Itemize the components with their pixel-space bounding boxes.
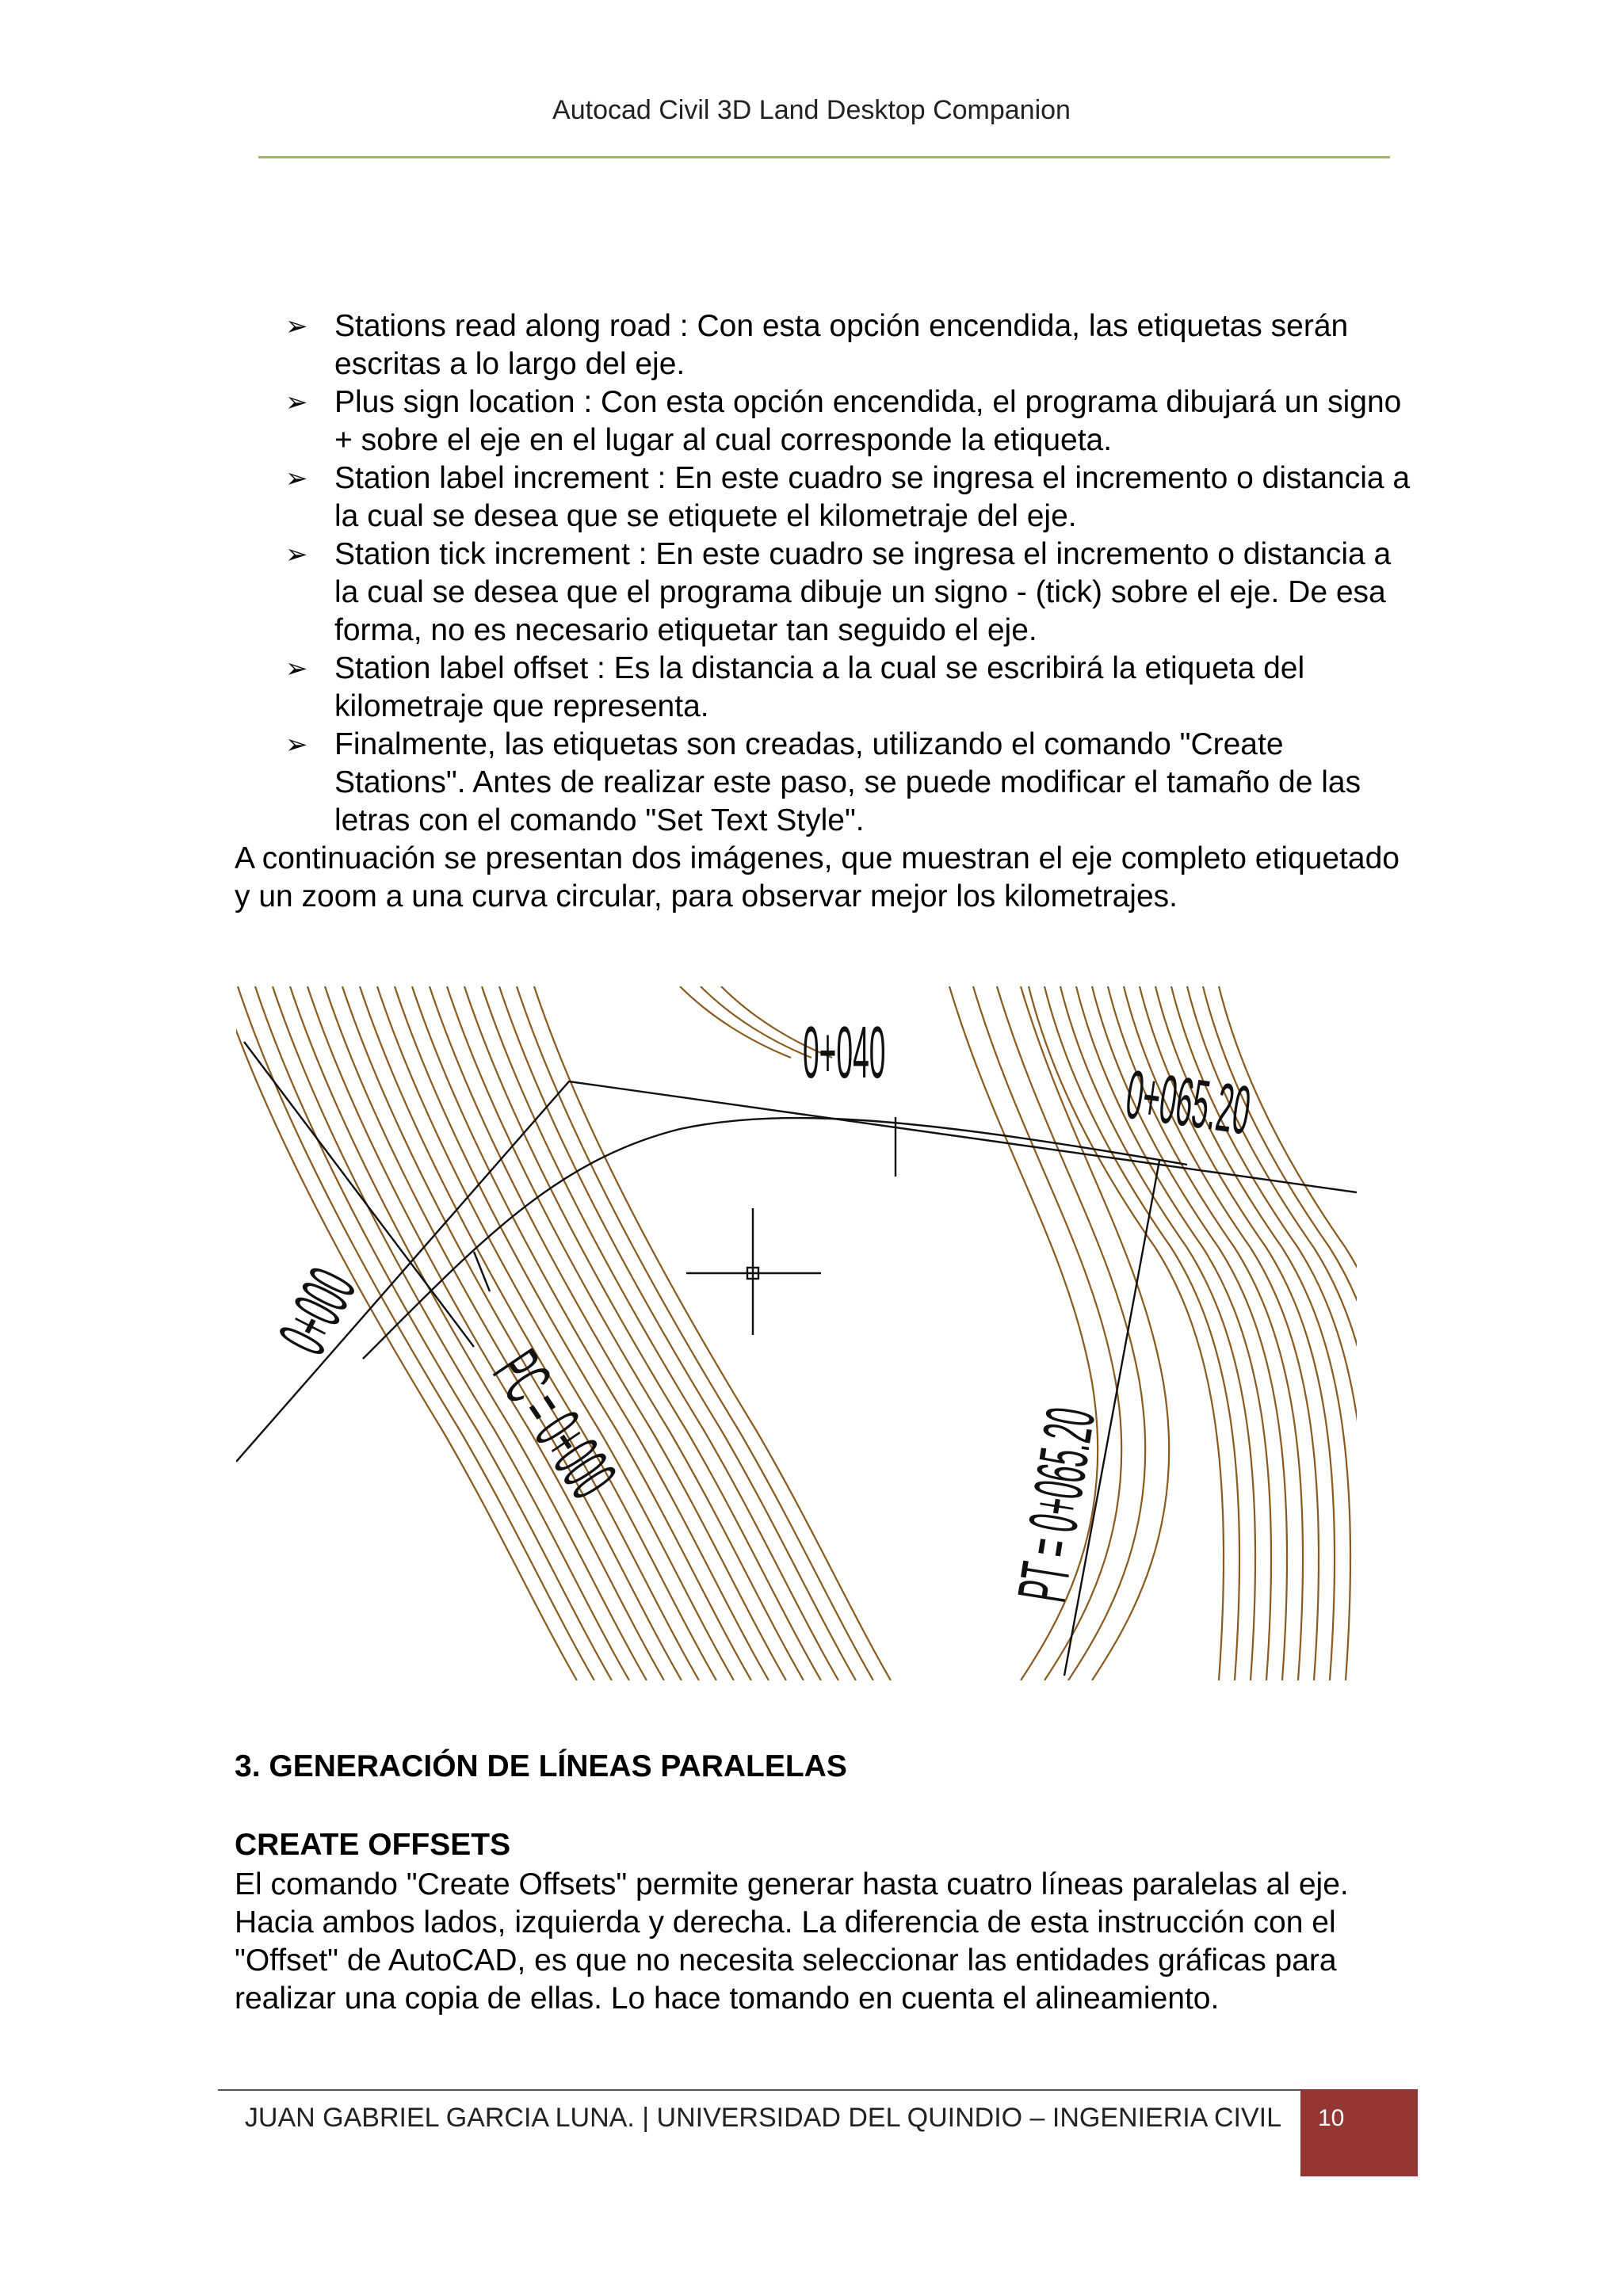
page-number-box	[1300, 2089, 1418, 2176]
station-label-65: 0+065.20	[1121, 1057, 1255, 1150]
station-label-40: 0+040	[803, 1012, 886, 1095]
list-item-text: Finalmente, las etiquetas son creadas, utilizando el comando "Create Stations". Antes de realizar este paso, se puede modificar el tamaño de las letras con el comando "Set Text Style".	[334, 727, 1361, 837]
section-paragraph: El comando "Create Offsets" permite generar hasta cuatro líneas paralelas al eje. Hacia ambos lados, izquierda y derecha. La diferencia de esta instrucción con el "Offset" de AutoCAD, es que no necesita seleccionar las entidades gráficas para realizar una copia de ellas. Lo hace tomando en cuenta el alineamiento.	[235, 1867, 1349, 2016]
pt-label: PT = 0+065.20	[1004, 1402, 1110, 1608]
list-item-text: Station label offset : Es la distancia a la cual se escribirá la etiqueta del kilometraje que representa.	[334, 651, 1305, 723]
list-item	[285, 536, 1411, 650]
section-subheading: CREATE OFFSETS	[235, 1828, 511, 1862]
arrowhead-bullet-icon: ➢	[285, 387, 308, 418]
list-item-text: Stations read along road : Con esta opción encendida, las etiquetas serán escritas a lo largo del eje.	[334, 309, 1349, 381]
footer-divider	[218, 2089, 1300, 2091]
list-item	[285, 383, 1411, 460]
list-item-text: Station label increment : En este cuadro se ingresa el incremento o distancia a la cual se desea que se etiquete el kilometraje del eje.	[334, 461, 1411, 533]
list-item	[285, 460, 1411, 536]
intro-paragraph: A continuación se presentan dos imágenes, que muestran el eje completo etiquetado y un zoom a una curva circular, para observar mejor los kilometrajes.	[235, 841, 1400, 913]
alignment-figure	[236, 986, 1357, 1680]
footer-author: JUAN GABRIEL GARCIA LUNA. | UNIVERSIDAD DEL QUINDIO – INGENIERIA CIVIL	[244, 2103, 1281, 2133]
section-heading: 3. GENERACIÓN DE LÍNEAS PARALELAS	[235, 1749, 847, 1783]
cursor-crosshair	[686, 1208, 821, 1335]
arrowhead-bullet-icon: ➢	[285, 463, 308, 494]
contour-drawing	[236, 986, 1357, 1680]
list-item	[285, 307, 1411, 383]
contour-line	[701, 986, 812, 1058]
station-label-0: 0+000	[265, 1257, 371, 1366]
pc-label: PC = 0+000	[478, 1338, 630, 1512]
list-item	[285, 726, 1411, 840]
arrowhead-bullet-icon: ➢	[285, 654, 308, 684]
arrowhead-bullet-icon: ➢	[285, 730, 308, 760]
arrowhead-bullet-icon: ➢	[285, 311, 308, 341]
running-header: Autocad Civil 3D Land Desktop Companion	[552, 95, 1071, 125]
alignment-curve	[363, 1118, 1187, 1359]
contour-line	[680, 986, 791, 1058]
station-labels	[265, 1012, 1255, 1607]
page-number: 10	[1318, 2105, 1345, 2131]
header-divider	[258, 156, 1390, 158]
list-item-text: Plus sign location : Con esta opción encendida, el programa dibujará un signo + sobre el eje en el lugar al cual corresponde la etiqueta.	[334, 385, 1402, 457]
list-item	[285, 650, 1411, 726]
list-item-text: Station tick increment : En este cuadro se ingresa el incremento o distancia a la cual se desea que el programa dibuje un signo - (tick) sobre el eje. De esa forma, no es necesario etiquetar tan seguido el eje.	[334, 537, 1392, 647]
arrowhead-bullet-icon: ➢	[285, 540, 308, 570]
options-bullet-list	[285, 307, 1411, 840]
